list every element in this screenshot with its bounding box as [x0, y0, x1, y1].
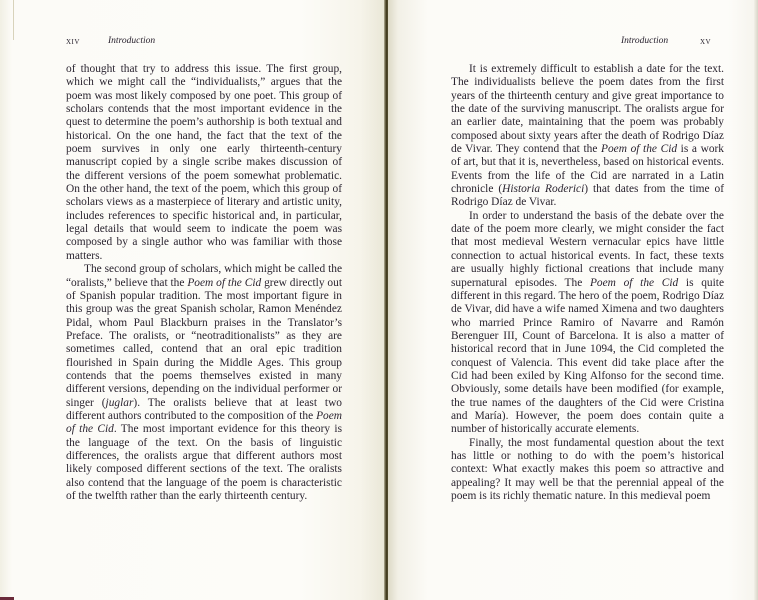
paragraph — [451, 210, 724, 437]
paragraph-text: of thought that try to address this issue. The first group, which we might call the “individualists,” argues that the poem was most likely composed by one poet. This group of scholars contends that the most important evidence in the quest to determine the poem’s authorship is both textual and historical. On the one hand, the fact that the text of the poem survives in only one early thirteenth-century manuscript copied by a single scribe makes discussion of the different versions of the poem somewhat problematic. On the other hand, the text of the poem, which this group of scholars views as a masterpiece of literary and artistic unity, includes references to specific historical and, in particular, legal details that would seem to indicate the poem was composed by a single author who was familiar with those matters. — [66, 63, 342, 262]
paragraph-text: grew directly out of Spanish popular tradition. The most important figure in this group was the great Spanish scholar, Ramon Menéndez Pidal, whom Paul Blackburn praises in the Translator’s Preface. The oralists, or “neotraditionalists” as they are sometimes called, contend that an oral epic tradition flourished in Spain during the Middle Ages. This group contends that the poems themselves existed in many different versions, depending on the individual performer or singer ( — [66, 276, 342, 409]
paragraph — [451, 63, 724, 210]
italic-title-text: Poem of the Cid — [66, 409, 342, 436]
right-running-head — [621, 36, 712, 47]
paragraph-text: Finally, the most fundamental question about the text has little or nothing to do with the poem’s historical context: What exactly makes this poem so attractive and appealing? It may well be that the perennial appeal of the poem is its richly thematic nature. In this medieval poem — [451, 436, 724, 502]
left-running-head — [66, 36, 156, 47]
paragraph-text: ). The oralists believe that at least two different authors contributed to the composition of the — [66, 396, 342, 422]
italic-title-text: Historia Roderici — [502, 183, 585, 196]
page-edge — [754, 0, 758, 600]
page-edge-line — [13, 0, 14, 40]
right-page-number: xv — [700, 36, 712, 47]
left-body-text — [66, 63, 342, 503]
paragraph-text: In order to understand the basis of the debate over the date of the poem more clearly, we might consider the fact that most medieval Western vernacular epics have little connection to actual historical events. In fact, these texts are usually highly fictional creations that include many supernatural episodes. The — [451, 209, 724, 289]
right-body-text — [451, 63, 724, 503]
paragraph-text: The second group of scholars, which might be called the “oralists,” believe that the — [66, 263, 342, 289]
paragraph-text: . The most important evidence for this theory is the language of the text. On the basis of linguistic differences, the oralists argue that different authors most likely composed different sections of the text. The oralists also contend that the language of the poem is characteristic of the twelfth rather than the early thirteenth century. — [66, 423, 343, 502]
italic-title-text: Poem of the Cid — [187, 276, 262, 289]
paragraph-text: is quite different in this regard. The hero of the poem, Rodrigo Díaz de Vivar, did have a wife named Ximena and two daughters who married Prince Ramiro of Navarre and Ramón Berenguer III, Count of Barcelona. It is also a matter of historical record that in June 1094, the Cid completed the conquest of Valencia. This event did take place after the Cid had been exiled by King Alfonso for the second time. Obviously, some details have been modified (for example, the true names of the daughters of the Cid were Cristina and María). However, the poem does contain quite a number of historically accurate elements. — [451, 276, 724, 436]
right-running-title: Introduction — [621, 36, 669, 46]
italic-title-text: Poem of the Cid — [589, 276, 679, 289]
left-page-number: xiv — [66, 36, 80, 47]
left-running-title: Introduction — [108, 36, 156, 46]
paragraph — [66, 63, 342, 263]
paragraph-text: ) that dates from the time of Rodrigo Díaz de Vivar. — [451, 183, 725, 209]
right-page — [388, 0, 758, 600]
paragraph — [451, 437, 724, 504]
paragraph-text: It is extremely difficult to establish a date for the text. The individualists believe the poem dates from the first years of the thirteenth century and give great importance to the date of the surviving manuscript. The oralists argue for an earlier date, maintaining that the poem was probably composed about sixty years after the death of Rodrigo Díaz de Vivar. They contend that the — [451, 63, 724, 156]
italic-title-text: Poem of the Cid — [601, 143, 678, 156]
paragraph-text: is a work of art, but that it is, nevertheless, based on historical events. Events from the life of the Cid are narrated in a Latin chronicle ( — [451, 143, 724, 196]
paragraph — [66, 263, 342, 503]
italic-title-text: juglar — [105, 396, 134, 409]
